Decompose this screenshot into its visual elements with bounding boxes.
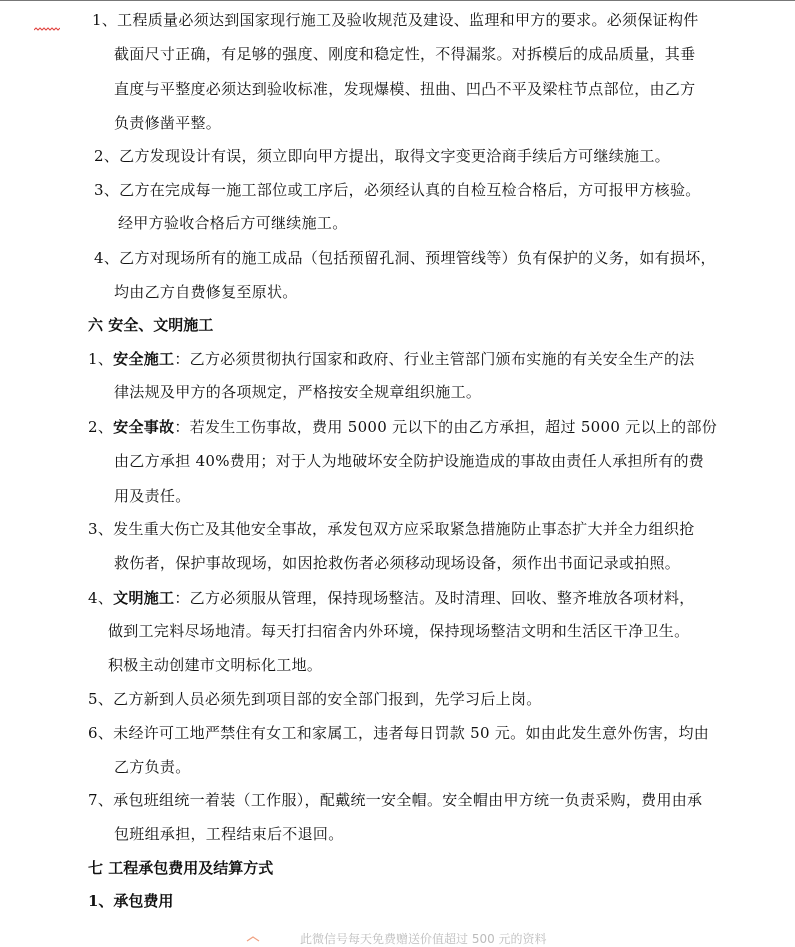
- text-line: 2、乙方发现设计有误，须立即向甲方提出，取得文字变更洽商手续后方可继续施工。: [94, 147, 670, 165]
- bold-term: 安全施工: [113, 350, 175, 368]
- subsection-heading: 1、承包费用: [88, 892, 174, 910]
- text-line: 用及责任。: [114, 487, 191, 505]
- item-number: 2、: [88, 418, 114, 436]
- footer-watermark: 此微信号每天免费赠送价值超过 500 元的资料: [300, 932, 547, 946]
- text-line: 经甲方验收合格后方可继续施工。: [118, 214, 348, 232]
- text-line: 3、乙方在完成每一施工部位或工序后，必须经认真的自检互检合格后，方可报甲方核验。: [94, 181, 701, 199]
- item-number: 1、: [88, 350, 114, 368]
- text-line: 救伤者，保护事故现场，如因抢救伤者必须移动现场设备，须作出书面记录或拍照。: [114, 554, 681, 572]
- text-line: 截面尺寸正确，有足够的强度、刚度和稳定性，不得漏浆。对拆模后的成品质量，其垂: [114, 45, 696, 63]
- text-run: ：若发生工伤事故，费用 5000 元以下的由乙方承担，超过 5000 元以上的部份: [174, 418, 718, 436]
- item-number: 4、: [88, 589, 114, 607]
- top-border: [0, 0, 795, 1]
- text-run: ：乙方必须贯彻执行国家和政府、行业主管部门颁布实施的有关安全生产的法: [174, 350, 695, 368]
- text-line: 负责修凿平整。: [114, 114, 222, 132]
- text-line: 乙方负责。: [114, 758, 191, 776]
- section-heading: 六 安全、文明施工: [88, 316, 214, 334]
- spellcheck-squiggle-icon: [34, 27, 60, 32]
- text-line: 4、乙方对现场所有的施工成品（包括预留孔洞、预埋管线等）负有保护的义务，如有损坏，: [94, 249, 716, 267]
- text-line: 均由乙方自费修复至原状。: [114, 283, 298, 301]
- text-run: ：乙方必须服从管理，保持现场整洁。及时清理、回收、整齐堆放各项材料，: [174, 589, 695, 607]
- text-line: 包班组承担，工程结束后不退回。: [114, 825, 344, 843]
- section-heading: 七 工程承包费用及结算方式: [88, 859, 274, 877]
- text-line: 7、承包班组统一着装（工作服），配戴统一安全帽。安全帽由甲方统一负责采购，费用由承: [88, 791, 703, 809]
- text-line: 做到工完料尽场地清。每天打扫宿舍内外环境，保持现场整洁文明和生活区干净卫生。: [108, 622, 690, 640]
- bold-term: 安全事故: [113, 418, 175, 436]
- text-line: [88, 417, 717, 437]
- text-line: [88, 588, 695, 608]
- text-line: 直度与平整度必须达到验收标准，发现爆模、扭曲、凹凸不平及梁柱节点部位，由乙方: [114, 80, 696, 98]
- decorative-mark-icon: [246, 936, 260, 942]
- text-line: 3、发生重大伤亡及其他安全事故，承发包双方应采取紧急措施防止事态扩大并全力组织抢: [88, 520, 695, 538]
- text-line: 积极主动创建市文明标化工地。: [108, 656, 323, 674]
- text-line: 6、未经许可工地严禁住有女工和家属工，违者每日罚款 50 元。如由此发生意外伤害，均由: [88, 724, 710, 742]
- text-line: 律法规及甲方的各项规定，严格按安全规章组织施工。: [114, 383, 482, 401]
- text-line: 由乙方承担 40%费用；对于人为地破坏安全防护设施造成的事故由责任人承担所有的费: [114, 452, 705, 470]
- text-line: 1、工程质量必须达到国家现行施工及验收规范及建设、监理和甲方的要求。必须保证构件: [92, 11, 699, 29]
- text-line: [88, 349, 695, 369]
- bold-term: 文明施工: [113, 589, 175, 607]
- text-line: 5、乙方新到人员必须先到项目部的安全部门报到，先学习后上岗。: [88, 690, 542, 708]
